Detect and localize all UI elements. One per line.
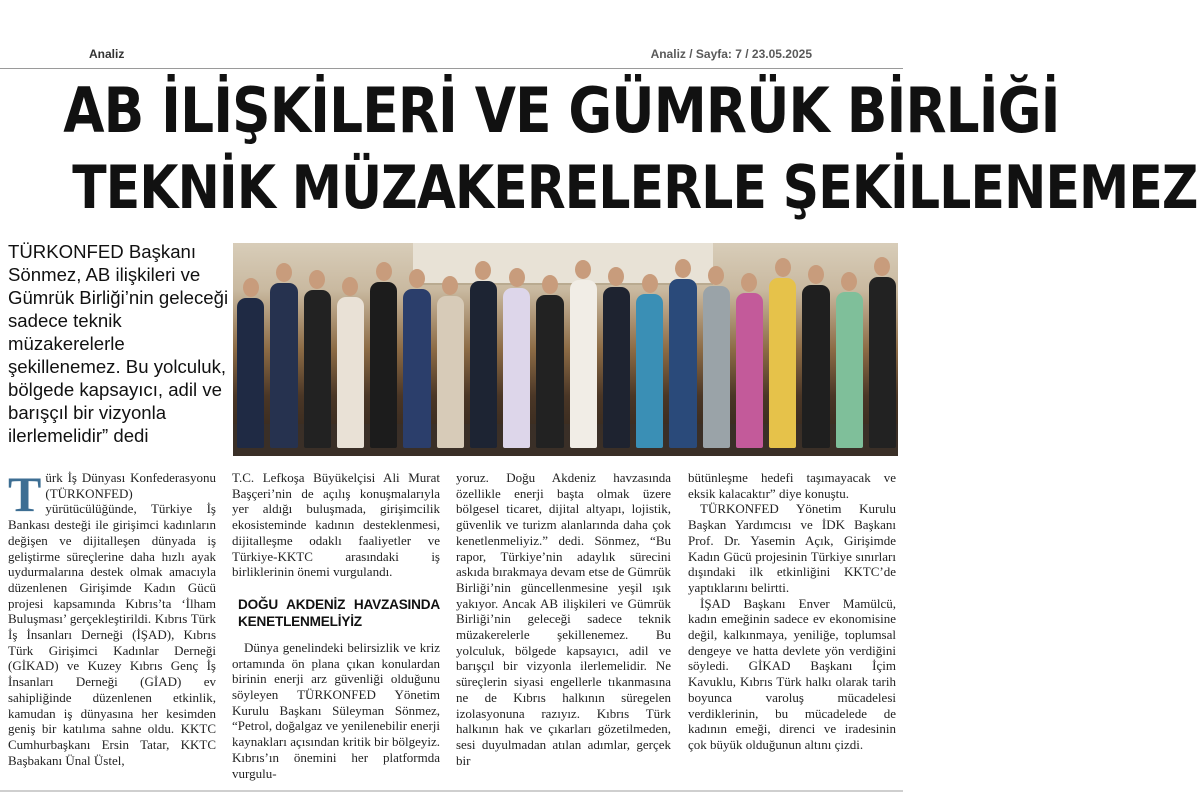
photo-person	[370, 282, 397, 448]
article-paragraph: yoruz. Doğu Akdeniz havzasında özellikle enerji başta olmak üzere bölgesel ticaret, dijital altyapı, lojistik, güvenlik ve turizm alanlarında daha çok kenetlenmeliyiz.” dedi. Sönmez, “Bu rapor, Türkiye’nin adaylık sürecini askıda bırakmaya devam etse de Gümrük Birliği’nin güncellenmesine yeşil ışık yakıyor. Ancak AB ilişkileri ve Gümrük Birliği’nin geleceği sadece teknik müzakerelerle şekillenemez. Bu yolculuk, bölgede kapsayıcı, adil ve barışçıl bir vizyonla ilerlemelidir. Ne süreçlerin siyasi engellerle tıkanmasına ne de Kıbrıs halkının süregelen izolasyonuna razıyız. Kıbrıs Türk halkının hak ve çıkarları gözetilmeden, sesi duyulmadan atılan adımlar, gerçek bir	[456, 470, 671, 768]
photo-person-head	[874, 257, 890, 276]
stage-screen	[413, 243, 713, 285]
photo-person-head	[509, 268, 525, 287]
photo-person-head	[442, 276, 458, 295]
paragraph-text: ürk İş Dünyası Konfederasyonu (TÜRKONFED) yürütücülüğünde, Türkiye İş Bankası desteği ile girişimci kadınların değişen ve dijitalleşen dünyada iş geliştirme süreçlerine daha hızlı ayak uydurmalarına destek olmak amacıyla düzenlenen Girişimde Kadın Gücü projesi kapsamında Kıbrıs’ta ‘İlham Buluşması’ gerçekleştirildi. Kıbrıs Türk İş İnsanları Derneği (İŞAD), Kıbrıs Türk Girişimci Kadınlar Derneği (GİKAD) ve Kuzey Kıbrıs Genç İş İnsanları Derneği (GİAD) ev sahipliğinde düzenlenen etkinlik, kamudan iş dünyasına her kesimden geniş bir katılıma sahne oldu. KKTC Cumhurbaşkanı Ersin Tatar, KKTC Başbakanı Ünal Üstel,	[8, 470, 216, 768]
article-paragraph: TÜRKONFED Yönetim Kurulu Başkan Yardımcısı ve İDK Başkanı Prof. Dr. Yasemin Açık, Girişimde Kadın Gücü projesinin Türkiye sınırları dışındaki ilk etkinliğini KKTC’de yaptıklarını belirtti.	[688, 501, 896, 595]
photo-person	[503, 288, 530, 448]
photo-person-head	[741, 273, 757, 292]
article-paragraph	[8, 466, 216, 768]
photo-person	[470, 281, 497, 448]
photo-person	[403, 289, 430, 448]
photo-person	[703, 286, 730, 448]
headline-line-1: AB İLİŞKİLERİ VE GÜMRÜK BİRLİĞİ	[63, 74, 1060, 147]
bottom-divider	[0, 790, 903, 792]
photo-person	[437, 296, 464, 448]
drop-cap: T	[8, 466, 42, 522]
article-column-4	[688, 470, 896, 753]
photo-person-head	[342, 277, 358, 296]
photo-person-head	[708, 266, 724, 285]
page-meta: Analiz / Sayfa: 7 / 23.05.2025	[650, 47, 812, 61]
article-column-1	[8, 466, 216, 768]
photo-person	[769, 278, 796, 448]
page-header	[0, 0, 903, 66]
photo-person-head	[808, 265, 824, 284]
article-paragraph: İŞAD Başkanı Enver Mamülcü, kadın emeğinin sadece ev ekonomisine değil, kalkınmaya, yeniliğe, toplumsal dengeye ve hatta devlete yön verdiğini söyledi. GİKAD Başkanı İçim Kavuklu, Kıbrıs Türk halkı olarak tarih boyunca varoluş mücadelesi verdiklerinin, bu mücadelede de kadının emeği, direnci ve iradesinin çok büyük olduğunun altını çizdi.	[688, 595, 896, 752]
photo-person	[836, 292, 863, 448]
photo-person	[270, 283, 297, 448]
photo-person-head	[642, 274, 658, 293]
article-paragraph: T.C. Lefkoşa Büyükelçisi Ali Murat Başçeri’nin de açılış konuşmalarıyla yer aldığı buluşmada, girişimcilik ekosisteminde kadının desteklenmesi, dijitalleşme odaklı faaliyetler ve Türkiye-KKTC arasındaki iş birliklerinin önemi vurgulandı.	[232, 470, 440, 580]
photo-person	[802, 285, 829, 448]
article-paragraph: Dünya genelindeki belirsizlik ve kriz ortamında ön plana çıkan konulardan birinin enerji arz güvenliği olduğunu söyleyen TÜRKONFED Yönetim Kurulu Başkanı Süleyman Sönmez, “Petrol, doğalgaz ve yenilenebilir enerji kaynakları açısından kritik bir bölgeyiz. Kıbrıs’ın önemini her platformda vurgulu-	[232, 639, 440, 781]
lead-paragraph: TÜRKONFED Başkanı Sönmez, AB ilişkileri ve Gümrük Birliği’nin geleceği sadece teknik müzakerelerle şekillenemez. Bu yolculuk, bölgede kapsayıcı, adil ve barışçıl bir vizyonla ilerlemelidir” dedi	[8, 241, 229, 446]
headline-line-2: TEKNİK MÜZAKERELERLE ŞEKİLLENEMEZ	[72, 153, 1198, 223]
section-label: Analiz	[89, 47, 125, 61]
photo-person-head	[376, 262, 392, 281]
photo-person	[570, 280, 597, 448]
photo-person-head	[841, 272, 857, 291]
photo-person	[636, 294, 663, 448]
header-divider	[0, 68, 903, 69]
stage-floor	[233, 424, 898, 456]
photo-person	[736, 293, 763, 448]
article-paragraph: bütünleşme hedefi taşımayacak ve eksik kalacaktır” diye konuştu.	[688, 470, 896, 501]
photo-person	[237, 298, 264, 448]
group-photo	[233, 243, 898, 456]
photo-person	[337, 297, 364, 448]
photo-person-head	[575, 260, 591, 279]
photo-person-head	[243, 278, 259, 297]
photo-person	[869, 277, 896, 448]
photo-person	[603, 287, 630, 448]
photo-person	[536, 295, 563, 448]
article-column-2	[232, 470, 440, 781]
photo-person-head	[775, 258, 791, 277]
photo-person-head	[675, 259, 691, 278]
photo-person-head	[542, 275, 558, 294]
section-subheading: DOĞU AKDENİZ HAVZASINDA KENETLENMELİYİZ	[238, 596, 440, 629]
photo-person-head	[309, 270, 325, 289]
article-column-3	[456, 470, 671, 768]
photo-person	[669, 279, 696, 448]
photo-person	[304, 290, 331, 448]
photo-person-head	[276, 263, 292, 282]
photo-person-head	[409, 269, 425, 288]
